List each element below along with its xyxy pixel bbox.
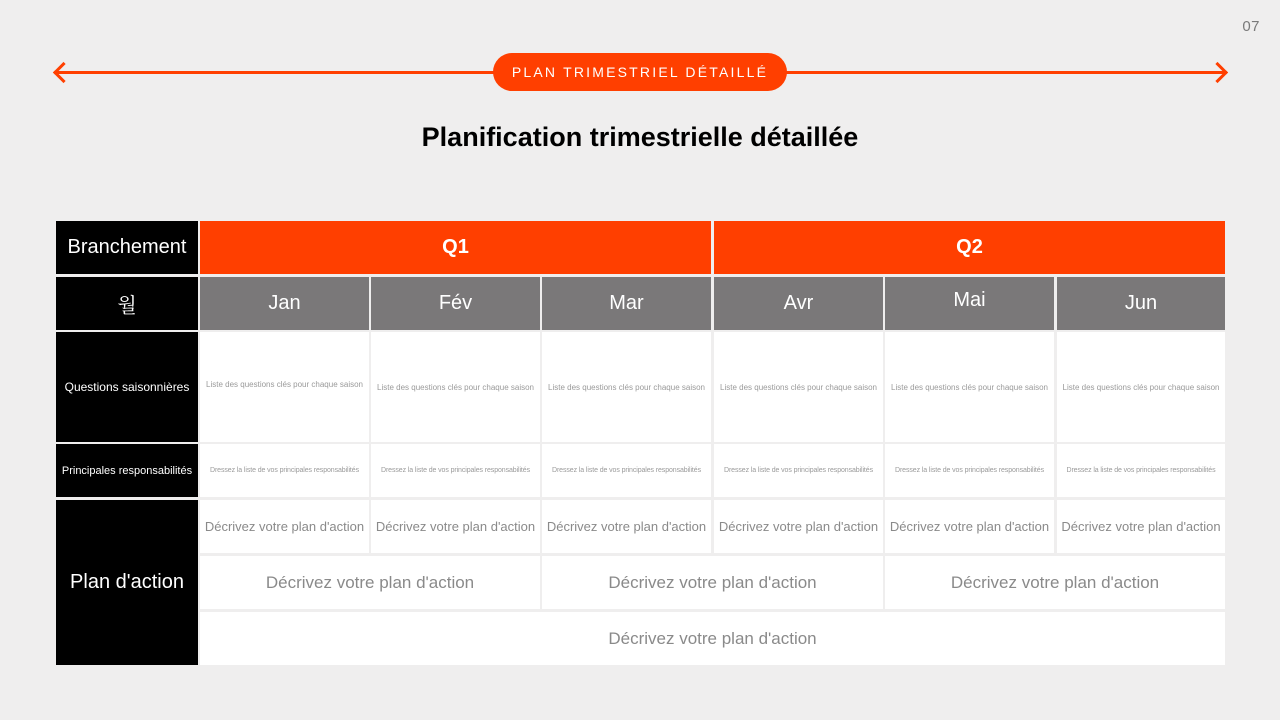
row-label-questions: Questions saisonnières <box>56 332 198 442</box>
month-jun: Jun <box>1057 277 1225 330</box>
month-header: 월 <box>56 277 198 330</box>
quarter-header-q1: Q1 <box>200 221 711 274</box>
action-cell-jan-feb[interactable]: Décrivez votre plan d'action <box>200 556 540 609</box>
action-cell-mar[interactable]: Décrivez votre plan d'action <box>542 500 711 553</box>
row-label-responsibilities: Principales responsabilités <box>56 444 198 497</box>
responsibilities-cell-feb[interactable]: Dressez la liste de vos principales responsabilités <box>371 444 540 497</box>
month-jan: Jan <box>200 277 369 330</box>
action-cell-apr[interactable]: Décrivez votre plan d'action <box>714 500 883 553</box>
action-cell-may[interactable]: Décrivez votre plan d'action <box>885 500 1054 553</box>
page-title: Planification trimestrielle détaillée <box>421 122 859 152</box>
branch-header: Branchement <box>56 221 198 274</box>
month-may: Mai <box>885 277 1054 330</box>
responsibilities-cell-jun[interactable]: Dressez la liste de vos principales responsabilités <box>1057 444 1225 497</box>
action-cell-feb[interactable]: Décrivez votre plan d'action <box>371 500 540 553</box>
action-cell-mar-apr[interactable]: Décrivez votre plan d'action <box>542 556 883 609</box>
action-cell-jan[interactable]: Décrivez votre plan d'action <box>200 500 369 553</box>
month-feb: Fév <box>371 277 540 330</box>
questions-cell-feb[interactable]: Liste des questions clés pour chaque saison <box>371 332 540 442</box>
month-mar: Mar <box>542 277 711 330</box>
arrow-right-icon <box>1207 62 1228 83</box>
responsibilities-cell-mar[interactable]: Dressez la liste de vos principales responsabilités <box>542 444 711 497</box>
responsibilities-cell-jan[interactable]: Dressez la liste de vos principales responsabilités <box>200 444 369 497</box>
action-cell-semester[interactable]: Décrivez votre plan d'action <box>200 612 1225 665</box>
quarter-header-q2: Q2 <box>714 221 1225 274</box>
questions-cell-jun[interactable]: Liste des questions clés pour chaque saison <box>1057 332 1225 442</box>
responsibilities-cell-may[interactable]: Dressez la liste de vos principales responsabilités <box>885 444 1054 497</box>
month-apr: Avr <box>714 277 883 330</box>
questions-cell-apr[interactable]: Liste des questions clés pour chaque saison <box>714 332 883 442</box>
page-number: 07 <box>1242 18 1260 35</box>
section-badge: PLAN TRIMESTRIEL DÉTAILLÉ <box>493 53 787 91</box>
arrow-left-icon <box>53 62 74 83</box>
action-cell-jun[interactable]: Décrivez votre plan d'action <box>1057 500 1225 553</box>
questions-cell-may[interactable]: Liste des questions clés pour chaque saison <box>885 332 1054 442</box>
questions-cell-mar[interactable]: Liste des questions clés pour chaque saison <box>542 332 711 442</box>
action-cell-may-jun[interactable]: Décrivez votre plan d'action <box>885 556 1225 609</box>
responsibilities-cell-apr[interactable]: Dressez la liste de vos principales responsabilités <box>714 444 883 497</box>
questions-cell-jan[interactable]: Liste des questions clés pour chaque saison <box>200 332 369 442</box>
row-label-action-plan: Plan d'action <box>56 500 198 665</box>
